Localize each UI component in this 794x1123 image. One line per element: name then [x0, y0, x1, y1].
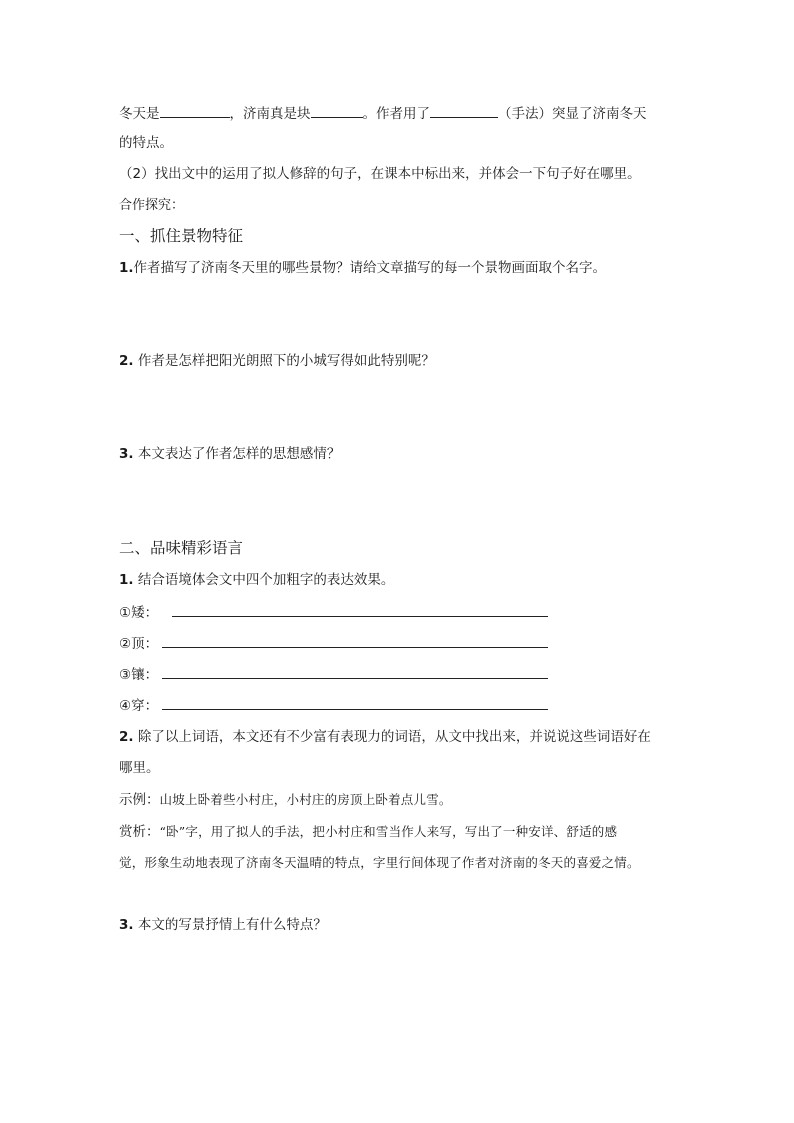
section2-question-1 — [119, 570, 394, 590]
question-number: 3. — [119, 446, 134, 462]
answer-blank-1[interactable] — [172, 602, 548, 617]
question-text: 本文表达了作者怎样的思想感情？ — [133, 446, 341, 462]
section2-question-2-line-1 — [119, 727, 651, 747]
answer-item-label: ③镶： — [119, 667, 159, 683]
analysis-text: “卧”字，用了拟人的手法，把小村庄和雪当作人来写，写出了一种安详、舒适的感 — [159, 824, 618, 839]
analysis-line-2 — [119, 853, 640, 873]
analysis-label: 赏析： — [119, 824, 160, 840]
answer-line-2 — [119, 633, 548, 654]
analysis-text: 觉，形象生动地表现了济南冬天温晴的特点，字里行间体现了作者对济南的冬天的喜爱之情。 — [119, 855, 640, 870]
fill-text-1: 冬天是 — [119, 106, 160, 122]
example-text: 山坡上卧着些小村庄，小村庄的房顶上卧着点儿雪。 — [159, 792, 452, 807]
question-text: 结合语境体会文中四个加粗字的表达效果。 — [133, 572, 395, 588]
coop-label: 合作探究： — [119, 198, 185, 213]
fill-text-2: ，济南真是块 — [229, 106, 311, 122]
answer-item-label: ①矮： — [119, 605, 159, 621]
fill-blank-3[interactable] — [430, 103, 498, 118]
fill-text-3: 。作者用了 — [362, 106, 430, 122]
section2-title: 二、品味精彩语言 — [119, 539, 244, 557]
question-number: 2. — [119, 729, 134, 745]
question-number: 2. — [119, 353, 134, 369]
fill-in-question-line-2: 的特点。 — [119, 135, 173, 151]
answer-line-4 — [119, 695, 548, 716]
question-text: 作者是怎样把阳光朗照下的小城写得如此特别呢？ — [133, 353, 435, 369]
question-text: 作者描写了济南冬天里的哪些景物？请给文章描写的每一个景物画面取个名字。 — [133, 260, 607, 276]
answer-line-3 — [119, 664, 548, 685]
answer-blank-4[interactable] — [162, 695, 548, 710]
section1-question-2 — [119, 351, 435, 371]
personification-question: （2）找出文中的运用了拟人修辞的句子，在课本中标出来，并体会一下句子好在哪里。 — [119, 166, 641, 182]
analysis-line-1 — [119, 822, 617, 842]
fill-blank-2[interactable] — [311, 103, 363, 118]
question-number: 1. — [119, 260, 134, 276]
example-label: 示例： — [119, 792, 160, 808]
fill-text-4: （手法）突显了济南冬天 — [498, 106, 647, 122]
question-text: 本文的写景抒情上有什么特点？ — [133, 917, 327, 933]
example-line — [119, 790, 452, 810]
section2-question-3 — [119, 915, 327, 935]
question-number: 3. — [119, 917, 134, 933]
fill-in-question-line-1 — [119, 103, 647, 124]
question-text: 除了以上词语，本文还有不少富有表现力的词语，从文中找出来，并说说这些词语好在 — [133, 729, 651, 745]
section1-title: 一、抓住景物特征 — [119, 227, 244, 245]
answer-blank-3[interactable] — [162, 664, 548, 679]
fill-blank-1[interactable] — [160, 103, 230, 118]
question-number: 1. — [119, 572, 134, 588]
answer-item-label: ④穿： — [119, 698, 159, 714]
section1-question-1 — [119, 258, 606, 278]
answer-item-label: ②顶： — [119, 636, 159, 652]
answer-line-1 — [119, 602, 548, 623]
section2-question-2-line-2: 哪里。 — [119, 760, 160, 776]
answer-blank-2[interactable] — [162, 633, 548, 648]
section1-question-3 — [119, 444, 340, 464]
